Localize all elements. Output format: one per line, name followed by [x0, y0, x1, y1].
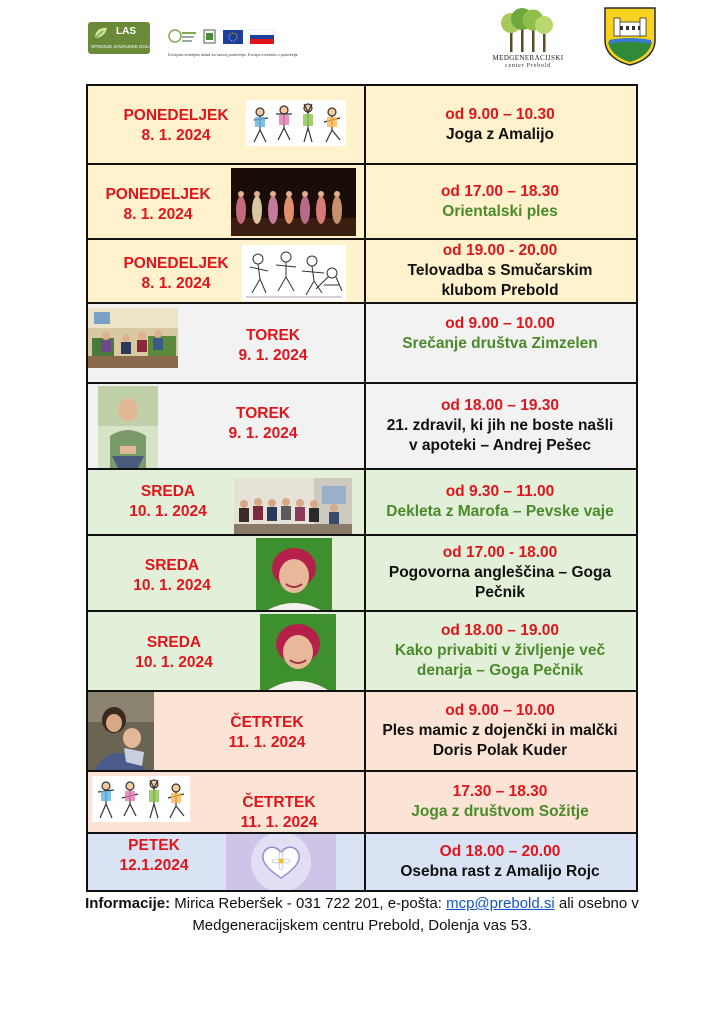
activity-time: od 9.00 – 10.00	[445, 702, 555, 719]
las-title: LAS	[116, 26, 136, 37]
center-subname: center Prebold	[504, 63, 552, 69]
activity-title-line: Pogovorna angleščina – Goga	[388, 564, 612, 581]
day-date: 10. 1. 2024	[129, 503, 207, 520]
activity-time: od 18.00 – 19.00	[440, 622, 560, 639]
activity-cell	[364, 834, 636, 890]
activity-time: od 9.00 – 10.30	[445, 105, 555, 123]
activity-title: Osebna rast z Amalijo Rojc	[400, 863, 600, 880]
activity-title-line: v apoteki – Andrej Pešec	[408, 437, 592, 454]
day-date: 11. 1. 2024	[228, 734, 306, 751]
schedule-row	[86, 690, 638, 772]
activity-title: Joga z Amalijo	[446, 125, 554, 143]
heart-flower-image	[226, 834, 336, 890]
municipality-crest-icon	[603, 6, 657, 66]
activity-cell	[364, 470, 636, 534]
schedule-row	[86, 832, 638, 892]
activity-cell	[364, 240, 636, 302]
day-date: 8. 1. 2024	[141, 275, 211, 292]
activity-cell	[364, 772, 636, 832]
center-name: MEDGENERACIJSKI	[492, 54, 564, 62]
activity-cell	[364, 86, 636, 163]
day-date: 9. 1. 2024	[228, 425, 298, 442]
day-name: PONEDELJEK	[105, 186, 211, 203]
activity-title: Dekleta z Marofa – Pevske vaje	[386, 503, 614, 520]
exercise-illustration	[242, 245, 346, 301]
activity-title: Orientalski ples	[442, 202, 558, 220]
activity-cell	[364, 165, 636, 238]
day-date: 9. 1. 2024	[238, 347, 308, 364]
teacher-photo	[260, 614, 336, 690]
schedule-row	[86, 468, 638, 536]
activity-time: od 17.00 – 18.30	[440, 182, 560, 200]
day-cell	[88, 834, 366, 890]
trees-icon	[488, 6, 568, 54]
program-text: Evropski kmetijski sklad za razvoj podeželja: Evropa investira v podeželje	[168, 52, 298, 57]
schedule-row	[86, 163, 638, 240]
activity-title-line: Pečnik	[475, 584, 525, 601]
day-name: ČETRTEK	[230, 714, 304, 731]
day-cell	[88, 772, 366, 832]
day-name: SREDA	[146, 634, 202, 651]
activity-time: Od 18.00 – 20.00	[439, 843, 561, 860]
day-date: 10. 1. 2024	[135, 654, 213, 671]
leaf-icon	[93, 26, 109, 40]
activity-cell	[364, 304, 636, 382]
teacher-photo	[256, 538, 332, 612]
contact-text: Mirica Reberšek - 031 722 201, e-pošta:	[170, 895, 447, 912]
schedule-row	[86, 302, 638, 384]
contact-line-1	[60, 893, 664, 915]
activity-cell	[364, 692, 636, 770]
day-cell	[88, 384, 366, 468]
schedule-row	[86, 534, 638, 612]
day-cell	[88, 304, 366, 382]
choir-photo	[234, 478, 352, 534]
contact-line-2: Medgeneracijskem centru Prebold, Dolenja vas 53.	[192, 917, 532, 934]
speaker-photo	[98, 386, 158, 468]
activity-time: od 9.30 – 11.00	[445, 483, 555, 500]
mother-baby-photo	[88, 692, 154, 770]
day-name: SREDA	[144, 557, 200, 574]
activity-time: od 18.00 – 19.30	[440, 397, 560, 414]
day-date: 12.1.2024	[119, 857, 189, 874]
schedule-row	[86, 84, 638, 165]
program-logos	[168, 28, 298, 58]
las-logo	[88, 22, 156, 54]
activity-time: od 19.00 - 20.00	[442, 242, 558, 259]
day-cell	[88, 692, 366, 770]
activity-title-line: Telovadba s Smučarskim	[407, 262, 593, 279]
day-cell	[88, 86, 366, 163]
schedule-row	[86, 610, 638, 692]
day-date: 8. 1. 2024	[123, 206, 193, 223]
day-cell	[88, 165, 366, 238]
schedule-row	[86, 382, 638, 470]
activity-title: Joga z društvom Sožitje	[411, 803, 589, 820]
day-name: PONEDELJEK	[123, 107, 229, 124]
meeting-photo	[88, 308, 178, 368]
schedule-row	[86, 238, 638, 304]
activity-cell	[364, 384, 636, 468]
schedule-row	[86, 770, 638, 834]
activity-cell	[364, 536, 636, 610]
mcp-logo	[488, 6, 568, 72]
day-name: ČETRTEK	[242, 794, 316, 811]
activity-title-line: denarja – Goga Pečnik	[416, 662, 584, 679]
activity-title-line: klubom Prebold	[441, 282, 559, 299]
activity-time: od 9.00 – 10.00	[445, 315, 555, 332]
day-name: TOREK	[236, 405, 290, 422]
day-date: 10. 1. 2024	[133, 577, 211, 594]
email-link[interactable]: mcp@prebold.si	[446, 895, 555, 912]
activity-title: Srečanje društva Zimzelen	[402, 335, 598, 352]
dancers-photo	[231, 168, 356, 236]
day-name: SREDA	[140, 483, 196, 500]
day-cell	[88, 536, 366, 610]
las-subtitle: SPODNJE SAVINJSKE DOLINE	[91, 44, 156, 49]
activity-title-line: Kako privabiti v življenje več	[394, 642, 606, 659]
activity-title-line: Doris Polak Kuder	[432, 742, 568, 759]
day-name: PONEDELJEK	[123, 255, 229, 272]
day-name: PETEK	[128, 837, 180, 854]
activity-title-line: Ples mamic z dojenčki in malčki	[382, 722, 618, 739]
day-date: 11. 1. 2024	[240, 814, 318, 831]
day-cell	[88, 240, 366, 302]
info-label: Informacije:	[85, 895, 171, 912]
activity-title-line: 21. zdravil, ki jih ne boste našli	[386, 417, 614, 434]
day-name: TOREK	[246, 327, 300, 344]
program-logos-icon	[168, 28, 282, 52]
contact-text-2: ali osebno v	[554, 895, 639, 912]
day-cell	[88, 612, 366, 690]
day-date: 8. 1. 2024	[141, 127, 211, 144]
activity-cell	[364, 612, 636, 690]
contact-info	[60, 893, 664, 937]
day-cell	[88, 470, 366, 534]
activity-time: od 17.00 - 18.00	[442, 544, 558, 561]
activity-time: 17.30 – 18.30	[452, 783, 548, 800]
yoga-illustration	[92, 776, 190, 822]
yoga-illustration	[246, 100, 346, 146]
